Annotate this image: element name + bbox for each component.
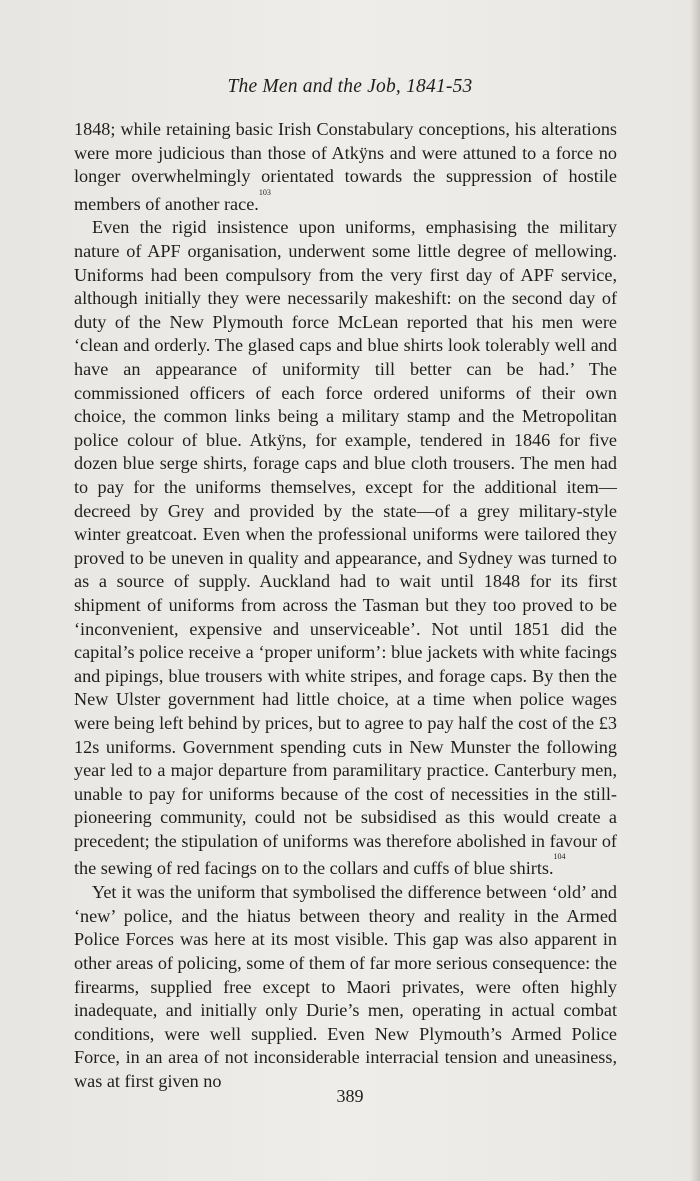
body-text xyxy=(74,118,617,1093)
paragraph-1-text: 1848; while retaining basic Irish Constabulary conceptions, his alterations were more judicious than those of Atkÿns and were attuned to a force no longer overwhelmingly orientated towards the suppression of hostile members of another race. xyxy=(74,119,617,214)
paragraph-3 xyxy=(74,881,617,1093)
running-head: The Men and the Job, 1841-53 xyxy=(227,76,473,97)
footnote-ref-103[interactable]: 103 xyxy=(258,187,271,197)
page-edge-shadow xyxy=(690,0,700,1181)
paragraph-1 xyxy=(74,118,617,216)
page-number: 389 xyxy=(336,1086,364,1106)
paragraph-2 xyxy=(74,216,617,881)
footnote-ref-104[interactable]: 104 xyxy=(553,852,566,862)
paragraph-3-text: Yet it was the uniform that symbolised the difference between ‘old’ and ‘new’ police, and the hiatus between theory and reality in the Armed Police Forces was here at its most visible. This gap was also apparent in other areas of policing, some of them of far more serious consequence: the firearms, supplied free except to Maori privates, were often highly inadequate, and initially only Durie’s men, operating in actual combat conditions, were well supplied. Even New Plymouth’s Armed Police Force, in an area of not inconsiderable interracial tension and uneasiness, was at first given no xyxy=(74,882,617,1091)
paragraph-2-text: Even the rigid insistence upon uniforms, emphasising the military nature of APF organisation, underwent some little degree of mellowing. Uniforms had been compulsory from the very first day of APF service, although initially they were necessarily makeshift: on the second day of duty of the New Plymouth force McLean reported that his men were ‘clean and orderly. The glased caps and blue shirts look tolerably well and have an appearance of uniformity till better can be had.’ The commissioned officers of each force ordered uniforms of their own choice, the common links being a military stamp and the Metropolitan police colour of blue. Atkÿns, for example, tendered in 1846 for five dozen blue serge shirts, forage caps and blue cloth trousers. The men had to pay for the uniforms themselves, except for the additional item—decreed by Grey and provided by the state—of a grey military-style winter greatcoat. Even when the professional uniforms were tailored they proved to be uneven in quality and appearance, and Sydney was turned to as a source of supply. Auckland had to wait until 1848 for its first shipment of uniforms from across the Tasman but they too proved to be ‘inconvenient, expensive and unserviceable’. Not until 1851 did the capital’s police receive a ‘proper uniform’: blue jackets with white facings and pipings, blue trousers with white stripes, and forage caps. By then the New Ulster government had little choice, at a time when police wages were being left behind by prices, but to agree to pay half the cost of the £3 12s uniforms. Government spending cuts in New Munster the following year led to a major departure from paramilitary practice. Canterbury men, unable to pay for uniforms because of the cost of necessities in the still-pioneering community, could not be subsidised as this would create a precedent; the stipulation of uniforms was therefore abolished in favour of the sewing of red facings on to the collars and cuffs of blue shirts. xyxy=(74,217,617,879)
